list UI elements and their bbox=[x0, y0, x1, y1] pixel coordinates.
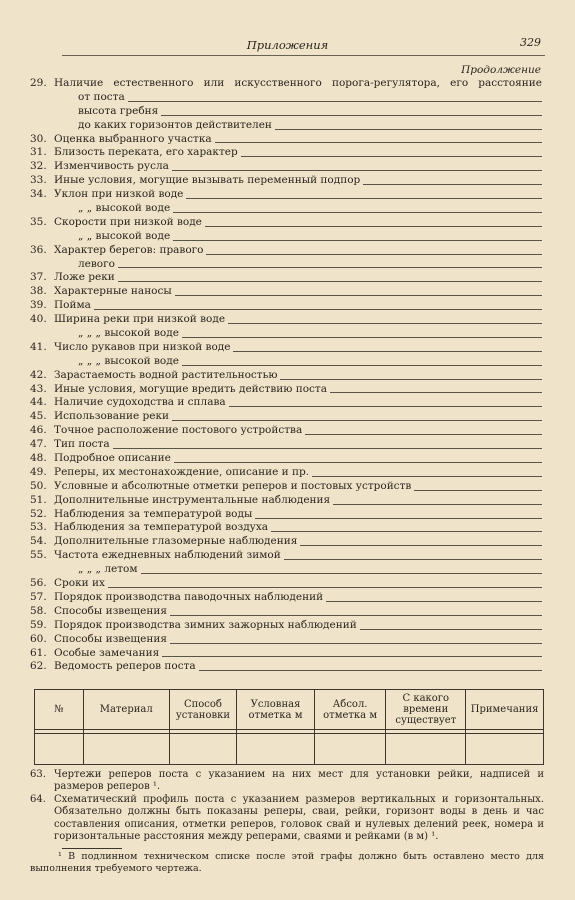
item-number: 47. bbox=[30, 438, 47, 451]
fill-in-line bbox=[363, 184, 542, 185]
fill-in-line bbox=[312, 476, 542, 477]
item-number: 30. bbox=[30, 132, 47, 145]
fill-in-line bbox=[173, 240, 542, 241]
fill-in-line bbox=[161, 115, 542, 116]
fill-in-line bbox=[280, 379, 542, 380]
fill-in-line bbox=[173, 212, 542, 213]
item-text: „ „ „ высокой воде bbox=[78, 354, 179, 367]
list-item bbox=[30, 438, 542, 452]
item-text: Наличие естественного или искусственного порога-регулятора, его расстояние bbox=[54, 76, 542, 89]
item-text: Ложе реки bbox=[54, 271, 115, 284]
fill-in-line bbox=[170, 643, 542, 644]
fill-in-line bbox=[300, 545, 542, 546]
list-item bbox=[30, 355, 542, 369]
item-text: Иные условия, могущие вредить действию поста bbox=[54, 382, 327, 395]
item-text: Дополнительные инструментальные наблюдения bbox=[54, 493, 331, 506]
item-text: Условные и абсолютные отметки реперов и постовых устройств bbox=[54, 479, 412, 492]
table-cell bbox=[35, 734, 84, 765]
item-text: Скорости при низкой воде bbox=[54, 215, 202, 228]
item-number: 55. bbox=[30, 549, 47, 562]
item-text: Реперы, их местонахождение, описание и пр. bbox=[54, 465, 310, 478]
item-text: Использование реки bbox=[54, 410, 170, 423]
list-item bbox=[30, 285, 542, 299]
list-item bbox=[30, 535, 542, 549]
fill-in-line bbox=[170, 615, 542, 616]
list-item bbox=[30, 133, 542, 147]
item-text: Наблюдения за температурой воздуха bbox=[54, 521, 269, 534]
item-number: 45. bbox=[30, 410, 47, 423]
fill-in-line bbox=[206, 254, 542, 255]
table-row bbox=[35, 734, 544, 765]
item-number: 42. bbox=[30, 368, 47, 381]
list-item bbox=[30, 577, 542, 591]
item-text: Наблюдения за температурой воды bbox=[54, 507, 253, 520]
fill-in-line bbox=[128, 101, 542, 102]
item-number: 61. bbox=[30, 646, 47, 659]
item-text: Порядок производства зимних зажорных наблюдений bbox=[54, 618, 357, 631]
item-text: Близость переката, его характер bbox=[54, 146, 238, 159]
item-number: 49. bbox=[30, 465, 47, 478]
table-cell bbox=[314, 734, 386, 765]
item-text: Сроки их bbox=[54, 577, 105, 590]
item-number: 63. bbox=[30, 769, 46, 780]
item-text: Пойма bbox=[54, 299, 91, 312]
item-text: левого bbox=[78, 257, 115, 270]
item-number: 48. bbox=[30, 452, 47, 465]
item-text: Схематический профиль поста с указанием размеров вертикальных и горизонтальных. Обязательно должны быть показаны реперы, сваи, рейки, горизонт воды в день и час составления описания, отметки реперов, головок свай и нулевых делений реек, номера и горизонтальные расстояния между реперами, сваями и рейками (в м) ¹. bbox=[54, 793, 544, 843]
page-number: 329 bbox=[520, 36, 541, 49]
fill-in-line bbox=[182, 365, 542, 366]
item-number: 43. bbox=[30, 382, 47, 395]
item-number: 54. bbox=[30, 535, 47, 548]
item-text: Способы извещения bbox=[54, 632, 168, 645]
fill-in-line bbox=[215, 142, 542, 143]
table-cell bbox=[386, 734, 466, 765]
fill-in-line bbox=[175, 295, 542, 296]
bottom-items bbox=[30, 769, 544, 843]
item-number: 57. bbox=[30, 590, 47, 603]
item-number: 53. bbox=[30, 521, 47, 534]
list-item bbox=[30, 605, 542, 619]
list-item bbox=[30, 119, 542, 133]
fill-in-line bbox=[118, 267, 542, 268]
item-text: до каких горизонтов действителен bbox=[78, 118, 272, 131]
fill-in-line bbox=[255, 518, 542, 519]
item-number: 38. bbox=[30, 285, 47, 298]
table-cell bbox=[237, 734, 315, 765]
item-text: от поста bbox=[78, 90, 125, 103]
list-item bbox=[30, 619, 542, 633]
fill-in-line bbox=[229, 406, 542, 407]
fill-in-line bbox=[360, 629, 542, 630]
list-item bbox=[30, 230, 542, 244]
fill-in-line bbox=[330, 392, 542, 393]
item-text: высота гребня bbox=[78, 104, 159, 117]
list-item bbox=[30, 188, 542, 202]
table-header-row bbox=[35, 690, 544, 730]
item-text: Наличие судоходства и сплава bbox=[54, 396, 226, 409]
list-item bbox=[30, 105, 542, 119]
list-item bbox=[30, 647, 542, 661]
item-text: „ „ высокой воде bbox=[78, 229, 171, 242]
list-item bbox=[30, 396, 542, 410]
item-text: Чертежи реперов поста с указанием на них мест для установки рейки, надписей и размеров реперов ¹. bbox=[54, 769, 544, 793]
list-item bbox=[30, 341, 542, 355]
item-text: Подробное описание bbox=[54, 452, 171, 465]
fill-in-line bbox=[172, 170, 542, 171]
item-number: 35. bbox=[30, 215, 47, 228]
column-header: Условная отметка м bbox=[237, 690, 315, 730]
fill-in-line bbox=[205, 226, 542, 227]
item-number: 58. bbox=[30, 604, 47, 617]
fill-in-line bbox=[172, 420, 542, 421]
item-number: 36. bbox=[30, 243, 47, 256]
list-item bbox=[30, 244, 542, 258]
list-item bbox=[30, 480, 542, 494]
list-item bbox=[30, 369, 542, 383]
list-item bbox=[30, 216, 542, 230]
item-number: 46. bbox=[30, 424, 47, 437]
item-number: 32. bbox=[30, 160, 47, 173]
fill-in-line bbox=[118, 281, 542, 282]
item-number: 50. bbox=[30, 479, 47, 492]
list-item bbox=[30, 522, 542, 536]
item-number: 59. bbox=[30, 618, 47, 631]
list-item bbox=[30, 160, 542, 174]
list-item bbox=[30, 327, 542, 341]
item-number: 33. bbox=[30, 174, 47, 187]
table-cell bbox=[169, 734, 236, 765]
list-item bbox=[30, 410, 542, 424]
item-number: 64. bbox=[30, 793, 46, 805]
list-item bbox=[30, 146, 542, 160]
fill-in-line bbox=[333, 504, 542, 505]
list-item bbox=[30, 313, 542, 327]
item-text: Иные условия, могущие вызывать переменный подпор bbox=[54, 174, 361, 187]
item-number: 52. bbox=[30, 507, 47, 520]
column-header: С какого времени существует bbox=[386, 690, 466, 730]
list-item bbox=[30, 508, 542, 522]
item-text: Оценка выбранного участка bbox=[54, 132, 212, 145]
item-text: Точное расположение постового устройства bbox=[54, 424, 303, 437]
item-text: Изменчивость русла bbox=[54, 160, 169, 173]
fill-in-line bbox=[305, 434, 542, 435]
fill-in-line bbox=[284, 559, 542, 560]
table-cell bbox=[466, 734, 544, 765]
fill-in-line bbox=[241, 156, 542, 157]
item-number: 62. bbox=[30, 660, 47, 673]
item-text: „ „ высокой воде bbox=[78, 202, 171, 214]
fill-in-line bbox=[182, 337, 542, 338]
header-rule bbox=[62, 55, 545, 56]
list-item bbox=[30, 174, 542, 188]
fill-in-line bbox=[228, 323, 542, 324]
item-text: Порядок производства паводочных наблюдений bbox=[54, 590, 324, 603]
list-item bbox=[30, 549, 542, 563]
benchmark-table bbox=[34, 689, 544, 765]
fill-in-line bbox=[113, 448, 542, 449]
table-cell bbox=[83, 734, 169, 765]
list-item bbox=[30, 77, 542, 91]
list-item bbox=[30, 258, 542, 272]
item-text: Характерные наносы bbox=[54, 285, 172, 298]
column-header: № bbox=[35, 690, 84, 730]
item-number: 40. bbox=[30, 313, 47, 326]
item-text: Характер берегов: правого bbox=[54, 243, 204, 256]
column-header: Материал bbox=[83, 690, 169, 730]
item-text: Зарастаемость водной растительностью bbox=[54, 368, 278, 381]
column-header: Способ установки bbox=[169, 690, 236, 730]
item-text: Способы извещения bbox=[54, 604, 168, 617]
list-item bbox=[30, 383, 542, 397]
list-item bbox=[30, 299, 542, 313]
item-number: 41. bbox=[30, 340, 47, 353]
item-number: 34. bbox=[30, 188, 47, 201]
item-number: 60. bbox=[30, 632, 47, 645]
list-item bbox=[30, 794, 544, 844]
item-number: 37. bbox=[30, 271, 47, 284]
fill-in-line bbox=[186, 198, 542, 199]
fill-in-line bbox=[174, 462, 542, 463]
continuation-label: Продолжение bbox=[461, 64, 541, 76]
footnote-rule bbox=[62, 848, 122, 849]
list-item bbox=[30, 91, 542, 105]
list-item bbox=[30, 466, 542, 480]
item-number: 44. bbox=[30, 396, 47, 409]
list-item bbox=[30, 633, 542, 647]
item-number: 29. bbox=[30, 76, 47, 89]
list-item bbox=[30, 591, 542, 605]
item-number: 39. bbox=[30, 299, 47, 312]
list-item bbox=[30, 563, 542, 577]
item-number: 51. bbox=[30, 493, 47, 506]
item-text: Дополнительные глазомерные наблюдения bbox=[54, 535, 298, 548]
fill-in-line bbox=[141, 573, 542, 574]
list-item bbox=[30, 769, 544, 794]
column-header: Абсол. отметка м bbox=[314, 690, 386, 730]
fill-in-line bbox=[414, 490, 542, 491]
fill-in-line bbox=[94, 309, 542, 310]
item-text: Число рукавов при низкой воде bbox=[54, 340, 231, 353]
item-text: Ширина реки при низкой воде bbox=[54, 313, 226, 326]
list-item bbox=[30, 424, 542, 438]
item-text: „ „ „ летом bbox=[78, 563, 138, 576]
fill-in-line bbox=[233, 351, 542, 352]
item-number: 56. bbox=[30, 577, 47, 590]
fill-in-line bbox=[271, 531, 542, 532]
fill-in-line bbox=[108, 587, 542, 588]
item-number: 31. bbox=[30, 146, 47, 159]
fill-in-line bbox=[275, 129, 542, 130]
questionnaire-items bbox=[30, 77, 542, 674]
fill-in-line bbox=[162, 656, 542, 657]
list-item bbox=[30, 271, 542, 285]
item-text: „ „ „ высокой воде bbox=[78, 327, 179, 340]
item-text: Ведомость реперов поста bbox=[54, 660, 196, 673]
footnote: ¹ В подлинном техническом списке после этой графы должно быть оставлено место для выполнения требуемого чертежа. bbox=[30, 851, 544, 874]
fill-in-line bbox=[199, 670, 542, 671]
list-item bbox=[30, 202, 542, 216]
list-item bbox=[30, 494, 542, 508]
fill-in-line bbox=[326, 601, 542, 602]
item-text: Особые замечания bbox=[54, 646, 160, 659]
item-text: Тип поста bbox=[54, 438, 110, 451]
item-text: Частота ежедневных наблюдений зимой bbox=[54, 549, 281, 562]
list-item bbox=[30, 452, 542, 466]
column-header: Примечания bbox=[466, 690, 544, 730]
list-item bbox=[30, 660, 542, 674]
item-text: Уклон при низкой воде bbox=[54, 188, 184, 201]
running-header: Приложения bbox=[246, 38, 329, 52]
